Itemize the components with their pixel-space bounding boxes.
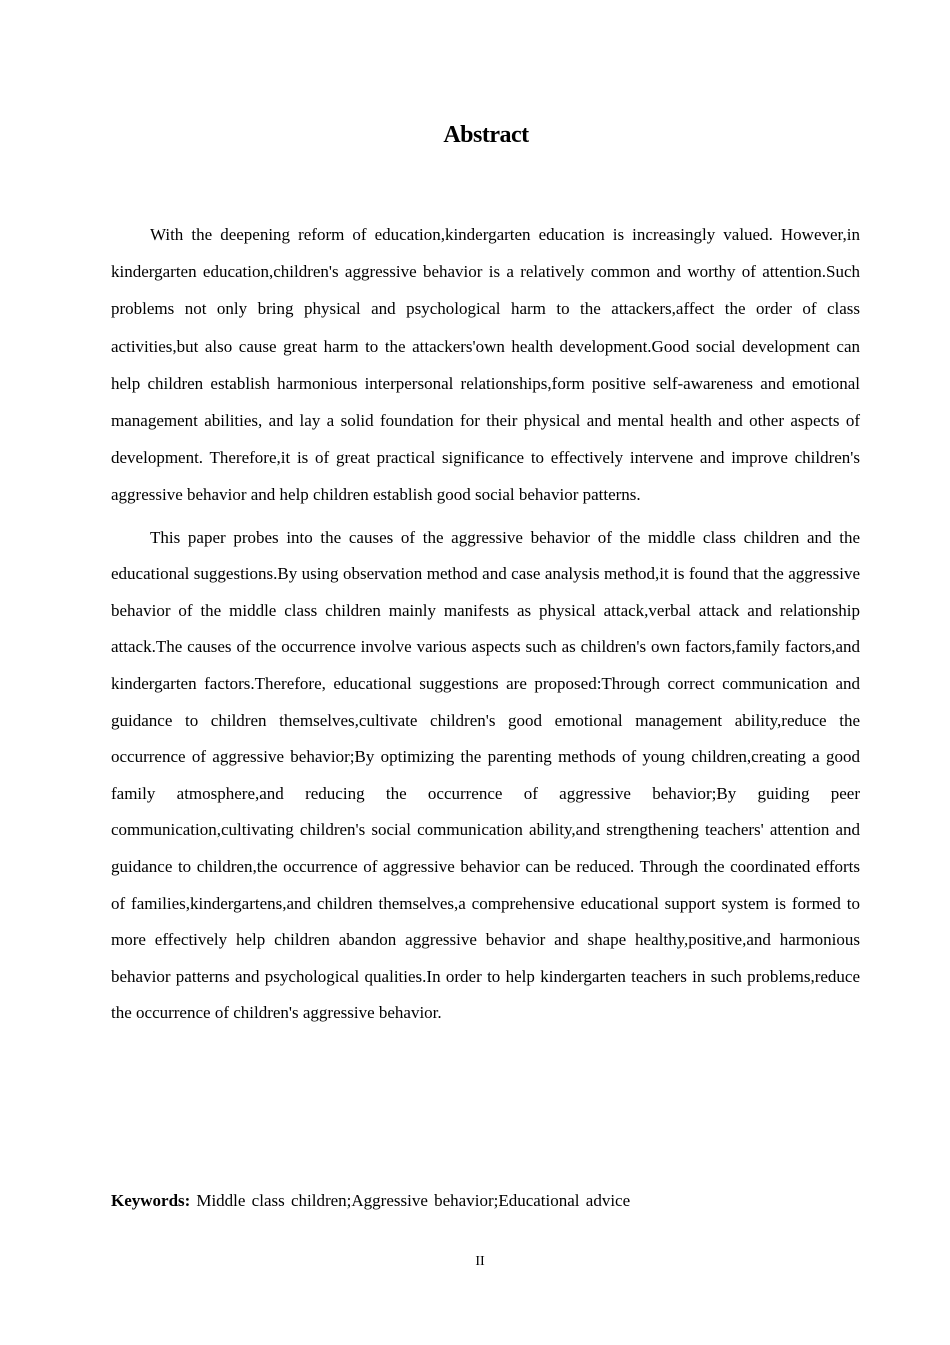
abstract-title: Abstract <box>443 122 529 148</box>
keywords-line <box>111 1188 860 1214</box>
abstract-paragraph-2: This paper probes into the causes of the aggressive behavior of the middle class children and the educational suggestions.By using observation method and case analysis method,it is found that the aggressive behavior of the middle class children mainly manifests as physical attack,verbal attack and relationship attack.The causes of the occurrence involve various aspects such as children's own factors,family factors,and kindergarten factors.Therefore, educational suggestions are proposed:Through correct communication and guidance to children themselves,cultivate children's good emotional management ability,reduce the occurrence of aggressive behavior;By optimizing the parenting methods of young children,creating a good family atmosphere,and reducing the occurrence of aggressive behavior;By guiding peer communication,cultivating children's social communication ability,and strengthening teachers' attention and guidance to children,the occurrence of aggressive behavior can be reduced. Through the coordinated efforts of families,kindergartens,and children themselves,a comprehensive educational support system is formed to more effectively help children abandon aggressive behavior and shape healthy,positive,and harmonious behavior patterns and psychological qualities.In order to help kindergarten teachers in such problems,reduce the occurrence of children's aggressive behavior. <box>111 527 860 1023</box>
abstract-body <box>111 216 860 1038</box>
abstract-paragraph-1: With the deepening reform of education,kindergarten education is increasingly valued. However,in kindergarten education,children's aggressive behavior is a relatively common and worthy of attention.Such problems not only bring physical and psychological harm to the attackers,affect the order of class activities,but also cause great harm to the attackers'own health development.Good social development can help children establish harmonious interpersonal relationships,form positive self-awareness and emotional management abilities, and lay a solid foundation for their physical and mental health and other aspects of development. Therefore,it is of great practical significance to effectively intervene and improve children's aggressive behavior and help children establish good social behavior patterns. <box>111 225 860 505</box>
page-number: II <box>475 1254 485 1269</box>
keywords-label: Keywords: <box>111 1191 191 1210</box>
keywords-value: Middle class children;Aggressive behavior;Educational advice <box>196 1191 631 1210</box>
